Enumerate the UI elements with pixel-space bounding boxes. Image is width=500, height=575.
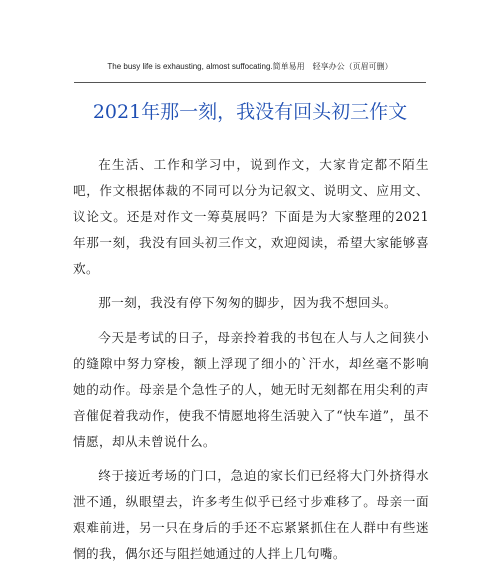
paragraph-exam-gate: 终于接近考场的门口，急迫的家长们已经将大门外挤得水泄不通，纵眼望去，许多考生似乎已经寸步难移了。母亲一面艰难前进，另一只在身后的手还不忘紧紧抓住在人群中有些迷惘的我，偶尔还与阻拦她通过的人拌上几句嘴。 [73, 468, 429, 561]
document-title: 2021年那一刻，我没有回头初三作文 [92, 101, 408, 123]
paragraph-exam-day: 今天是考试的日子，母亲拎着我的书包在人与人之间狭小的缝隙中努力穿梭，额上浮现了细小的`汗水，却丝毫不影响她的动作。母亲是个急性子的人，她无时无刻都在用尖利的声音催促着我动作，使我不情愿地将生活驶入了“快车道”，虽不情愿，却从未曾说什么。 [73, 330, 429, 449]
header-tagline: The busy life is exhausting, almost suffocating. [107, 62, 273, 71]
page-header [95, 61, 405, 73]
document-body [73, 152, 429, 575]
header-divider [74, 82, 426, 83]
paragraph-intro: 在生活、工作和学习中，说到作文，大家肯定都不陌生吧，作文根据体裁的不同可以分为记叙文、说明文、应用文、议论文。还是对作文一筹莫展吗？下面是为大家整理的2021年那一刻，我没有回头初三作文，欢迎阅读，希望大家能够喜欢。 [73, 157, 429, 276]
header-suffix: 简单易用 轻享办公（页眉可删） [272, 62, 393, 71]
paragraph-moment: 那一刻，我没有停下匆匆的脚步，因为我不想回头。 [98, 295, 398, 310]
